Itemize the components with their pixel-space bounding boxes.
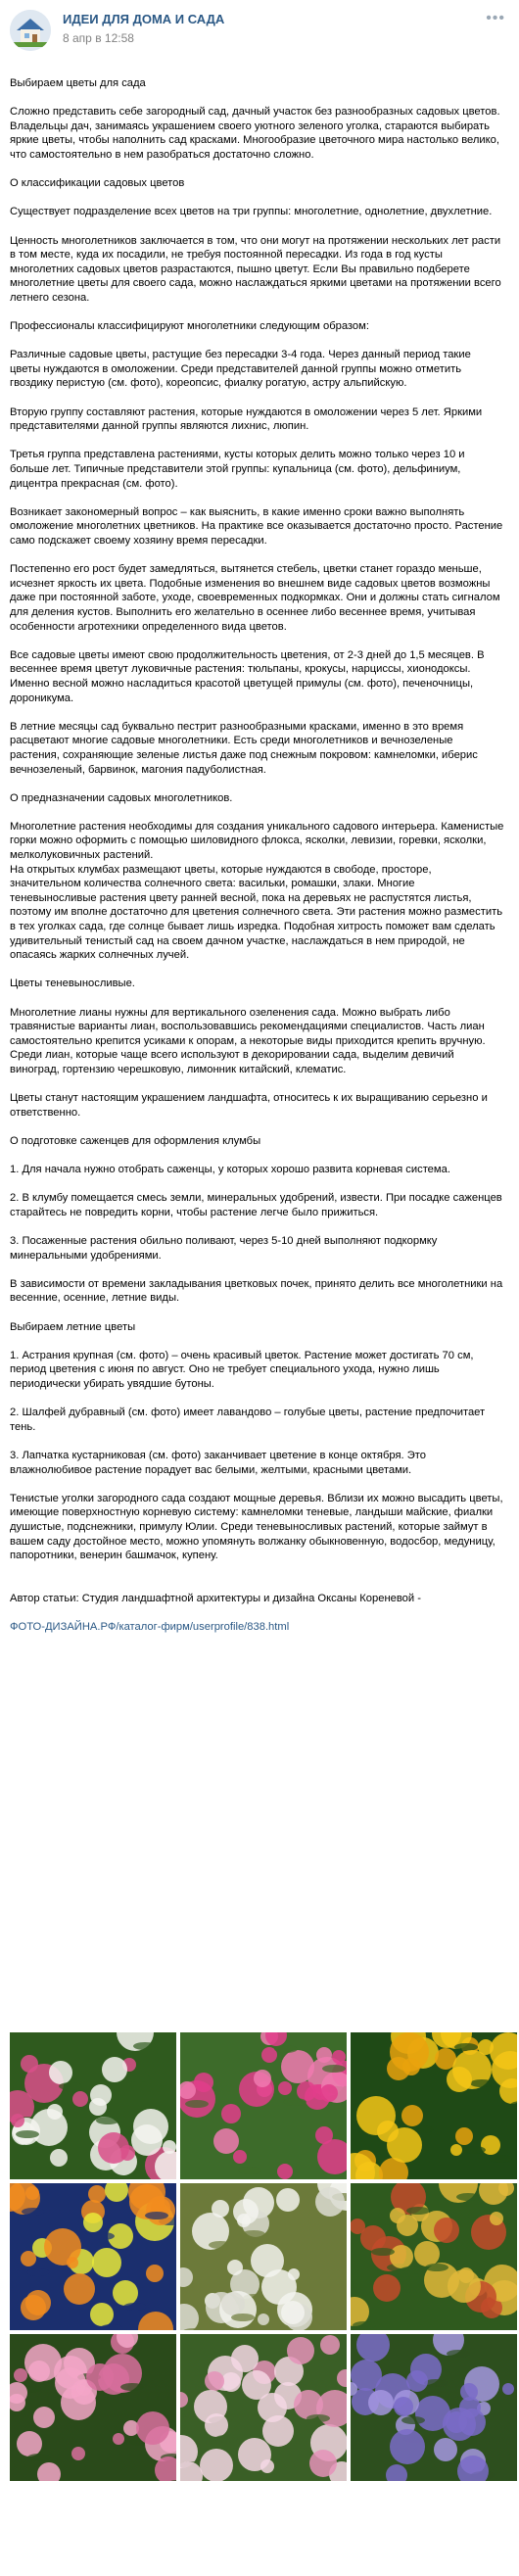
group-avatar[interactable]: [10, 10, 51, 51]
post-paragraph: Третья группа представлена растениями, кусты которых делить можно только через 10 и больше лет. Типичные представители этой группы: купальница (см. фото), дельфиниум, дицентра прекрасная (см. фото).: [10, 449, 465, 490]
post-paragraph: [10, 306, 504, 320]
post-paragraph: Сложно представить себе загородный сад, дачный участок без разнообразных садовых цветов. Владельцы дач, занимаясь украшением своего уютного зеленого уголка, стараются выбирать яркие цветы, чтобы наполнить сад красками. Многообразие цветочного мира настолько велико, что самостоятельно в нем разобраться достаточно сложно.: [10, 106, 500, 161]
post-paragraph: 1. Астрания крупная (см. фото) – очень красивый цветок. Растение может достигать 70 см, период цветения с июня по август. Оно не требует специального ухода, нужно лишь периодически убирать увядшие бутоны.: [10, 1349, 474, 1391]
post-photo[interactable]: [10, 2334, 176, 2481]
post-photo[interactable]: [10, 2032, 176, 2179]
post-paragraph: [10, 1563, 504, 1578]
post-header: [0, 0, 519, 61]
group-name-link[interactable]: ИДЕИ ДЛЯ ДОМА И САДА: [63, 12, 225, 26]
post-paragraph: Существует подразделение всех цветов на три группы: многолетние, однолетние, двухлетние.: [10, 206, 493, 218]
post-paragraph: О классификации садовых цветов: [10, 177, 185, 190]
post-paragraph: [10, 549, 504, 563]
post-paragraph: Выбираем летние цветы: [10, 1320, 136, 1333]
post-paragraph: 3. Посаженные растения обильно поливают, через 5-10 дней выполняют подкормку минеральными удобрениями.: [10, 1235, 438, 1262]
post-paragraph: [10, 705, 504, 720]
post-paragraph: [10, 491, 504, 505]
more-dots-icon[interactable]: •••: [486, 10, 505, 26]
post-paragraph: Все садовые цветы имеют свою продолжительность цветения, от 2-3 дней до 1,5 месяцев. В весеннее время цветут луковичные растения: тюльпаны, крокусы, нарциссы, хионодоксы. Именно весной можно насладиться красотой цветущей примулы (см. фото), печеночницы, дороникума.: [10, 648, 485, 704]
post-photo[interactable]: [351, 2334, 517, 2481]
post-photo[interactable]: [180, 2032, 347, 2179]
post-paragraph: Цветы станут настоящим украшением ландшафта, относитесь к их выращиванию серьезно и ответственно.: [10, 1092, 488, 1119]
post-paragraph: 1. Для начала нужно отобрать саженцы, у которых хорошо развита корневая система.: [10, 1164, 450, 1176]
post-paragraph: [10, 1177, 504, 1192]
post-paragraph: [10, 91, 504, 106]
post-paragraph: [10, 777, 504, 791]
post-paragraph: О подготовке саженцев для оформления клумбы: [10, 1134, 261, 1147]
post-paragraph: 3. Лапчатка кустарниковая (см. фото) заканчивает цветение в конце октября. Это влажнолюбивое растение порадует вас белыми, желтыми, красными цветами.: [10, 1450, 427, 1476]
post-photo[interactable]: [180, 2183, 347, 2330]
post-paragraph: В летние месяцы сад буквально пестрит разнообразными красками, именно в это время расцветают многие садовые многолетники. Есть среди многолетников и вечнозеленые растения, сохраняющие зеленые листья даже под снежным покровом: камнеломки, иберис вечнозеленый, барвинок, магония падуболистная.: [10, 720, 478, 776]
post-paragraph: [10, 434, 504, 449]
post-paragraph: Ценность многолетников заключается в том, что они могут на протяжении нескольких лет расти в том месте, куда их посадили, не требуя постоянной пересадки. Из года в год кусты многолетних садовых цветов разрастаются, пышно цветут. Если Вы правильно подберете многолетние цветы для своего сада, можно наслаждаться яркими цветами на протяжении всего летнего сезона.: [10, 234, 501, 304]
post-paragraph: [10, 634, 504, 648]
post-paragraph: [10, 1263, 504, 1277]
post-paragraph: Выбираем цветы для сада: [10, 77, 146, 89]
post-paragraph: [10, 391, 504, 405]
house-icon: [10, 10, 51, 51]
post-paragraph: [10, 991, 504, 1006]
post-paragraph: [10, 1220, 504, 1235]
post-photo[interactable]: [180, 2334, 347, 2481]
post-paragraph: Возникает закономерный вопрос – как выяснить, в какие именно сроки важно выполнять омоложение многолетних цветников. На практике все оказывается достаточно просто. Растение само подскажет своему хозяину время пересадки.: [10, 505, 503, 547]
post-paragraph: [10, 1120, 504, 1134]
post-paragraph: [10, 1392, 504, 1407]
post-paragraph: Многолетние лианы нужны для вертикального озеленения сада. Можно выбрать либо травянистые варианты лиан, воспользовавшись рекомендациями специалистов. Часть лиан самостоятельно крепится усиками к опорам, а некоторые виды приходится крепить вручную. Среди лиан, которые чаще всего используют в декорировании сада, выделим девичий виноград, гортензию черешковую, лимонник китайский, клематис.: [10, 1006, 486, 1075]
post-photo[interactable]: [351, 2032, 517, 2179]
post-paragraph: [10, 1077, 504, 1092]
author-line: Автор статьи: Студия ландшафтной архитектуры и дизайна Оксаны Кореневой -: [10, 1592, 421, 1604]
post-paragraph: Цветы теневыносливые.: [10, 978, 135, 990]
post-paragraph: [10, 1477, 504, 1492]
post-paragraph: В зависимости от времени закладывания цветковых почек, принято делить все многолетники на весенние, осенние, летние виды.: [10, 1277, 503, 1305]
post-paragraph: Профессионалы классифицируют многолетники следующим образом:: [10, 320, 369, 333]
post-paragraph: [10, 1306, 504, 1320]
post-paragraph: 2. В клумбу помещается смесь земли, минеральных удобрений, извести. При посадке саженцев старайтесь не повредить корни, чтобы растение легче было прижиться.: [10, 1192, 502, 1218]
post-paragraph: [10, 1334, 504, 1349]
post-paragraphs: [10, 76, 504, 1577]
post-paragraph: [10, 334, 504, 349]
post-paragraph: Вторую группу составляют растения, которые нуждаются в омоложении через 5 лет. Яркими представителями данной группы являются лихнис, люпин.: [10, 405, 483, 433]
post-paragraph: [10, 963, 504, 978]
post-photo[interactable]: [351, 2183, 517, 2330]
post-paragraph: [10, 219, 504, 234]
post-paragraph: [10, 1149, 504, 1164]
post-paragraph: [10, 805, 504, 820]
post-paragraph: [10, 1434, 504, 1449]
post-paragraph: О предназначении садовых многолетников.: [10, 791, 233, 804]
post-paragraph: Постепенно его рост будет замедляться, вытянется стебель, цветки станет гораздо меньше, исчезнет яркость их цвета. Подобные изменения во внешнем виде садовых цветов возможны даже при постоянной заботе, уходе, своевременных подкормках. Они и должны стать сигналом для деления кустов. Выполнить его желательно в осеннее либо весеннее время, учитывая особенности агротехники определенного вида цветов.: [10, 563, 500, 633]
photo-grid: [10, 2032, 509, 2481]
post-paragraph: 2. Шалфей дубравный (см. фото) имеет лавандово – голубые цветы, растение предпочитает тень.: [10, 1407, 486, 1433]
post-text: [10, 76, 504, 1635]
post-paragraph: Тенистые уголки загородного сада создают мощные деревья. Вблизи их можно высадить цветы, имеющие поверхностную корневую систему: камнеломки теневые, ландыши майские, фиалки душистые, подснежники, примулу Юлии. Среди теневыносливых растений, которые займут в вашем саду достойное место, можно упомянуть волжанку обыкновенную, водосбор, медуницу, папоротники, венерин башмачок, купену.: [10, 1492, 503, 1562]
post-paragraph: Многолетние растения необходимы для создания уникального садового интерьера. Каменистые горки можно оформить с помощью шиловидного флокса, ясколки, левизии, горевки, ясколки, мелколуковичных растений. На открытых клумбах размещают цветы, которые нуждаются в свободе, просторе, значительном количества солнечного света: васильки, ромашки, злаки. Многие теневыносливые растения цвету ранней весной, пока на деревьях не распустятся листья, поэтому им вполне достаточно для цветения солнечного света. Эти растения можно разместить в тех уголках сада, где солнце бывает лишь изредка. Подобная хитрость поможет вам сделать удивительный тенистый сад на своем дачном участке, наслаждаться в нем природой, не опасаясь жарких солнечных лучей.: [10, 820, 504, 962]
source-link[interactable]: ФОТО-ДИЗАЙНА.РФ/каталог-фирм/userprofile/838.html: [10, 1621, 290, 1634]
post-paragraph: [10, 191, 504, 206]
post-paragraph: [10, 163, 504, 177]
post-date[interactable]: 8 апр в 12:58: [63, 31, 134, 45]
post-photo[interactable]: [10, 2183, 176, 2330]
post-paragraph: Различные садовые цветы, растущие без пересадки 3-4 года. Через данный период такие цветы нуждаются в омоложении. Среди представителей данной группы можно отметить гвоздику перистую (см. фото), кореопсис, фиалку рогатую, астру альпийскую.: [10, 349, 471, 390]
